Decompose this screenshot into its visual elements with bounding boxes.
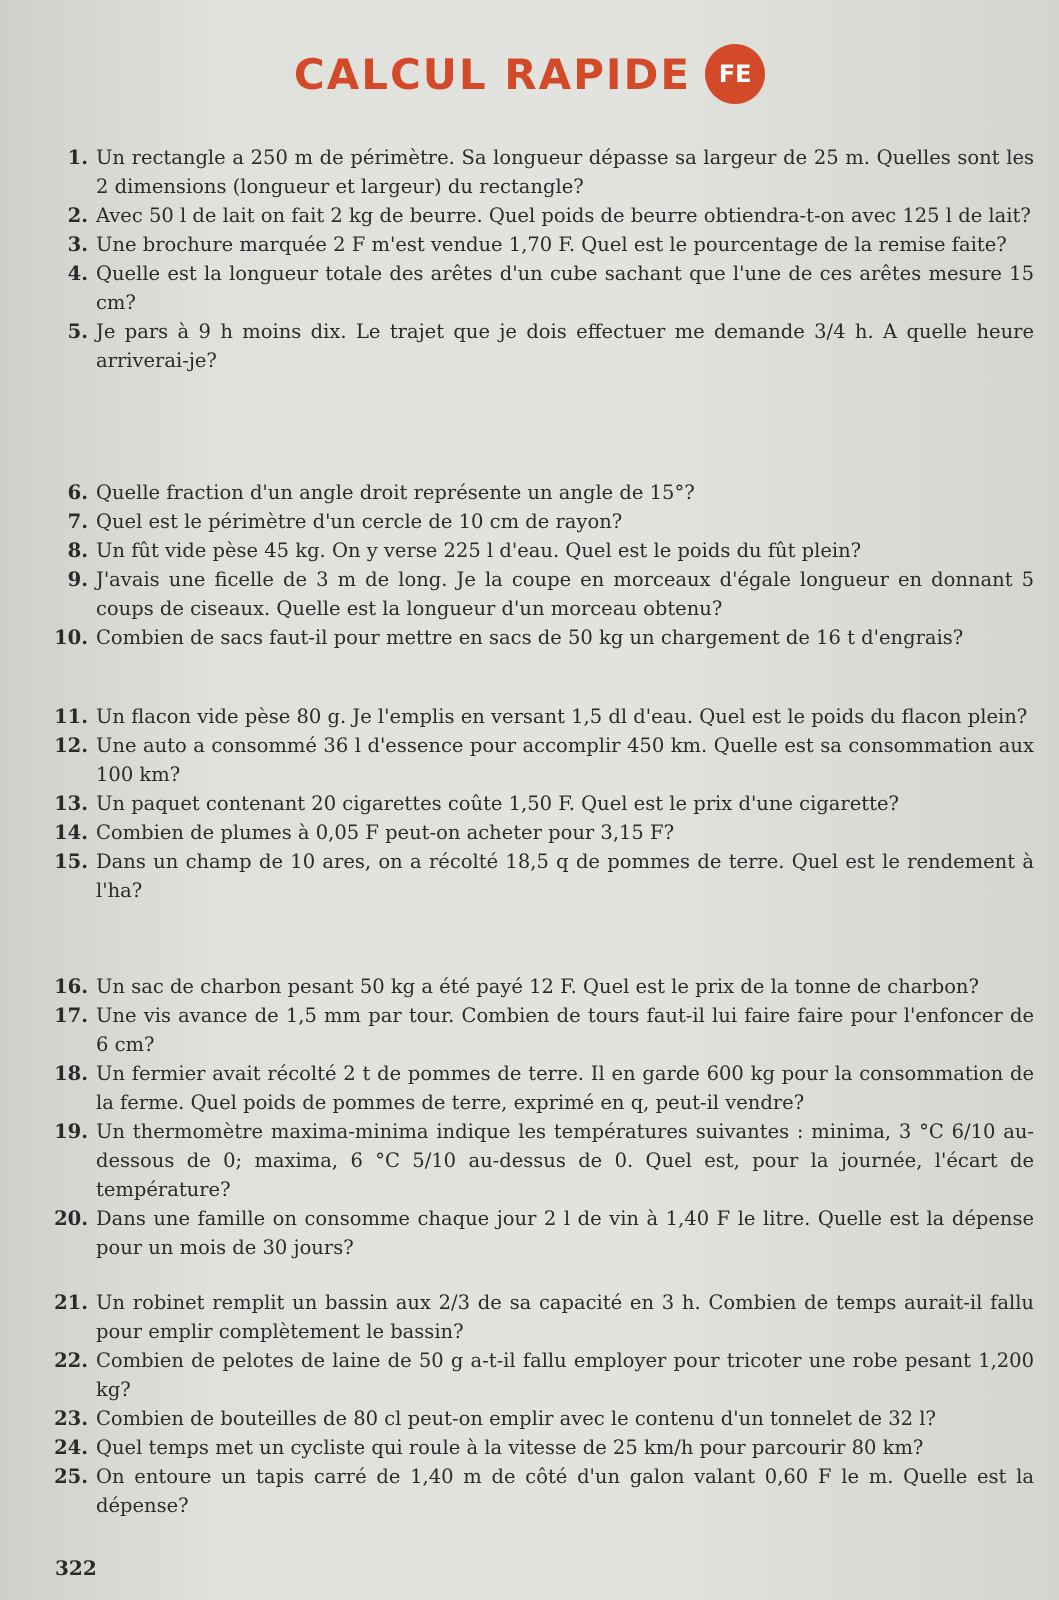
question-item bbox=[44, 259, 1034, 317]
question-text: Combien de plumes à 0,05 F peut-on acheter pour 3,15 F? bbox=[96, 821, 675, 844]
question-number: 21. bbox=[54, 1291, 88, 1314]
question-text: Quel est le périmètre d'un cercle de 10 cm de rayon? bbox=[96, 510, 623, 533]
question-text: Un rectangle a 250 m de périmètre. Sa longueur dépasse sa largeur de 25 m. Quelles sont les 2 dimensions (longueur et largeur) du rectangle? bbox=[96, 146, 1034, 198]
question-number: 15. bbox=[54, 850, 88, 873]
question-item bbox=[44, 317, 1034, 375]
question-item bbox=[44, 623, 1034, 652]
question-text: Quel temps met un cycliste qui roule à la vitesse de 25 km/h pour parcourir 80 km? bbox=[96, 1436, 924, 1459]
question-text: Dans un champ de 10 ares, on a récolté 18,5 q de pommes de terre. Quel est le rendement à l'ha? bbox=[96, 850, 1034, 902]
question-number: 18. bbox=[54, 1062, 88, 1085]
question-text: Quelle fraction d'un angle droit représente un angle de 15°? bbox=[96, 481, 695, 504]
question-text: Un thermomètre maxima-minima indique les températures suivantes : minima, 3 °C 6/10 au-dessous de 0; maxima, 6 °C 5/10 au-dessus de 0. Quel est, pour la journée, l'écart de température? bbox=[96, 1120, 1034, 1201]
question-text: Un paquet contenant 20 cigarettes coûte 1,50 F. Quel est le prix d'une cigarette? bbox=[96, 792, 899, 815]
question-number: 23. bbox=[54, 1407, 88, 1430]
question-number: 13. bbox=[54, 792, 88, 815]
question-item bbox=[44, 507, 1034, 536]
question-item bbox=[44, 201, 1034, 230]
question-number: 17. bbox=[54, 1004, 88, 1027]
question-item bbox=[44, 1204, 1034, 1262]
question-item bbox=[44, 818, 1034, 847]
question-number: 25. bbox=[54, 1465, 88, 1488]
question-item bbox=[44, 702, 1034, 731]
question-number: 2. bbox=[67, 204, 88, 227]
question-number: 22. bbox=[54, 1349, 88, 1372]
question-number: 10. bbox=[54, 626, 88, 649]
question-group-3 bbox=[44, 702, 1034, 905]
question-text: Avec 50 l de lait on fait 2 kg de beurre. Quel poids de beurre obtiendra-t-on avec 125 l de lait? bbox=[96, 204, 1031, 227]
question-text: Quelle est la longueur totale des arêtes d'un cube sachant que l'une de ces arêtes mesure 15 cm? bbox=[96, 262, 1034, 314]
question-group-5 bbox=[44, 1288, 1034, 1520]
fe-badge-icon: FE bbox=[705, 44, 765, 104]
question-item bbox=[44, 1117, 1034, 1204]
question-text: Combien de bouteilles de 80 cl peut-on emplir avec le contenu d'un tonnelet de 32 l? bbox=[96, 1407, 936, 1430]
question-number: 5. bbox=[67, 320, 88, 343]
question-number: 20. bbox=[54, 1207, 88, 1230]
question-item bbox=[44, 1288, 1034, 1346]
question-number: 3. bbox=[67, 233, 88, 256]
question-group-2 bbox=[44, 478, 1034, 652]
question-number: 4. bbox=[67, 262, 88, 285]
question-number: 14. bbox=[54, 821, 88, 844]
question-item bbox=[44, 789, 1034, 818]
question-number: 16. bbox=[54, 975, 88, 998]
question-group-1 bbox=[44, 143, 1034, 375]
question-text: Un fermier avait récolté 2 t de pommes de terre. Il en garde 600 kg pour la consommation de la ferme. Quel poids de pommes de terre, exprimé en q, peut-il vendre? bbox=[96, 1062, 1034, 1114]
question-number: 1. bbox=[67, 146, 88, 169]
question-group-4 bbox=[44, 972, 1034, 1262]
question-number: 7. bbox=[67, 510, 88, 533]
question-text: Un sac de charbon pesant 50 kg a été payé 12 F. Quel est le prix de la tonne de charbon? bbox=[96, 975, 979, 998]
question-item bbox=[44, 143, 1034, 201]
question-number: 12. bbox=[54, 734, 88, 757]
question-number: 9. bbox=[67, 568, 88, 591]
question-item bbox=[44, 972, 1034, 1001]
question-text: Combien de sacs faut-il pour mettre en sacs de 50 kg un chargement de 16 t d'engrais? bbox=[96, 626, 964, 649]
page-header bbox=[0, 44, 1059, 104]
question-text: On entoure un tapis carré de 1,40 m de côté d'un galon valant 0,60 F le m. Quelle est la dépense? bbox=[96, 1465, 1034, 1517]
question-item bbox=[44, 565, 1034, 623]
question-item bbox=[44, 1346, 1034, 1404]
question-item bbox=[44, 731, 1034, 789]
question-text: Une vis avance de 1,5 mm par tour. Combien de tours faut-il lui faire faire pour l'enfoncer de 6 cm? bbox=[96, 1004, 1034, 1056]
question-text: Un fût vide pèse 45 kg. On y verse 225 l d'eau. Quel est le poids du fût plein? bbox=[96, 539, 862, 562]
question-text: Une brochure marquée 2 F m'est vendue 1,70 F. Quel est le pourcentage de la remise faite? bbox=[96, 233, 1007, 256]
question-text: Combien de pelotes de laine de 50 g a-t-il fallu employer pour tricoter une robe pesant 1,200 kg? bbox=[96, 1349, 1034, 1401]
question-item bbox=[44, 1404, 1034, 1433]
question-number: 24. bbox=[54, 1436, 88, 1459]
question-item bbox=[44, 1433, 1034, 1462]
question-item bbox=[44, 1059, 1034, 1117]
question-text: J'avais une ficelle de 3 m de long. Je la coupe en morceaux d'égale longueur en donnant 5 coups de ciseaux. Quelle est la longueur d'un morceau obtenu? bbox=[96, 568, 1034, 620]
question-item bbox=[44, 1462, 1034, 1520]
question-text: Dans une famille on consomme chaque jour 2 l de vin à 1,40 F le litre. Quelle est la dépense pour un mois de 30 jours? bbox=[96, 1207, 1034, 1259]
question-text: Un flacon vide pèse 80 g. Je l'emplis en versant 1,5 dl d'eau. Quel est le poids du flacon plein? bbox=[96, 705, 1028, 728]
question-number: 11. bbox=[54, 705, 88, 728]
question-text: Je pars à 9 h moins dix. Le trajet que je dois effectuer me demande 3/4 h. A quelle heure arriverai-je? bbox=[96, 320, 1034, 372]
question-item bbox=[44, 536, 1034, 565]
question-number: 6. bbox=[67, 481, 88, 504]
question-text: Un robinet remplit un bassin aux 2/3 de sa capacité en 3 h. Combien de temps aurait-il fallu pour emplir complètement le bassin? bbox=[96, 1291, 1034, 1343]
page-title: CALCUL RAPIDE bbox=[293, 49, 692, 99]
question-number: 19. bbox=[54, 1120, 88, 1143]
question-item bbox=[44, 1001, 1034, 1059]
question-item bbox=[44, 230, 1034, 259]
question-text: Une auto a consommé 36 l d'essence pour accomplir 450 km. Quelle est sa consommation aux 100 km? bbox=[96, 734, 1034, 786]
question-item bbox=[44, 478, 1034, 507]
question-number: 8. bbox=[67, 539, 88, 562]
page-number: 322 bbox=[55, 1556, 97, 1580]
question-item bbox=[44, 847, 1034, 905]
